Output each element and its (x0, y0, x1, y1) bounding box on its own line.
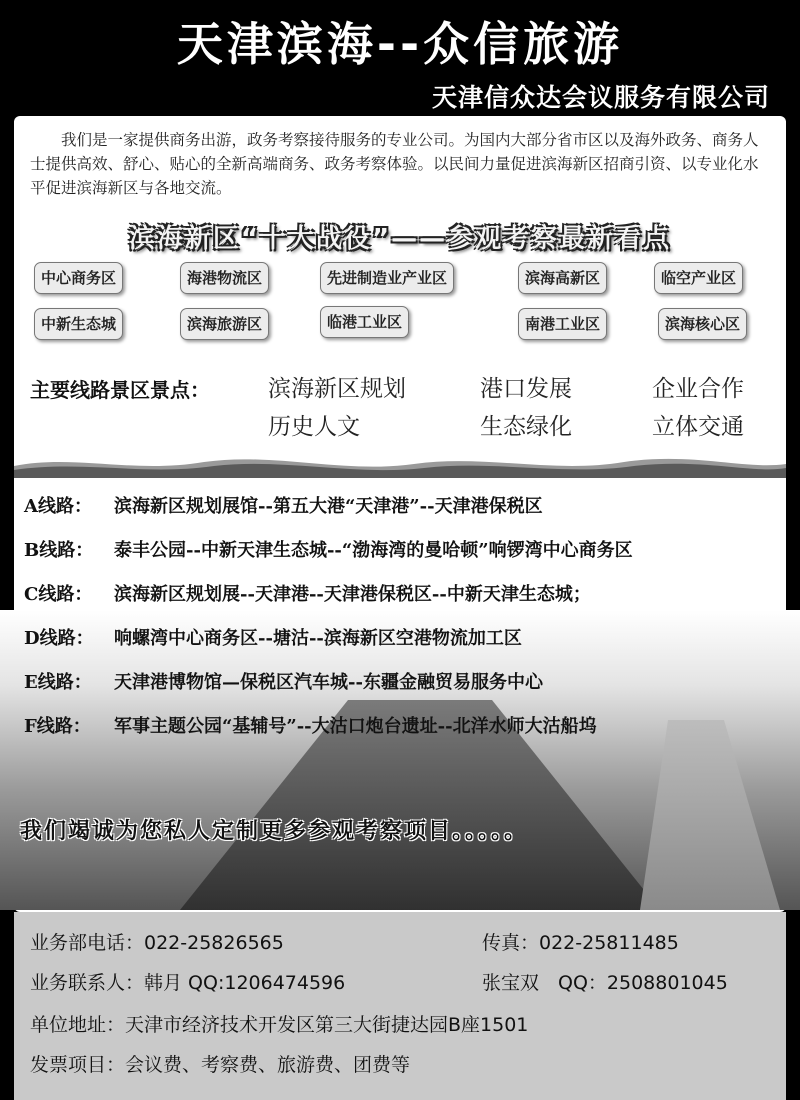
wave-divider (14, 452, 786, 478)
contact-person-2: 张宝双 QQ：2508801045 (482, 972, 728, 994)
zone-badge: 先进制造业产业区 (320, 262, 454, 294)
route-desc: 滨海新区规划展--天津港--天津港保税区--中新天津生态城； (114, 584, 591, 605)
attraction-item: 生态绿化 (480, 414, 572, 440)
route-desc: 天津港博物馆—保税区汽车城--东疆金融贸易服务中心 (114, 672, 543, 693)
attraction-item: 滨海新区规划 (268, 376, 406, 402)
zone-badge: 南港工业区 (518, 308, 607, 340)
intro-paragraph: 我们是一家提供商务出游，政务考察接待服务的专业公司。为国内大部分省市区以及海外政务、商务人士提供高效、舒心、贴心的全新高端商务、政务考察体验。以民间力量促进滨海新区招商引资、以专业化水平促进滨海新区与各地交流。 (30, 131, 759, 197)
route-line (24, 624, 522, 650)
route-desc: 响螺湾中心商务区--塘沽--滨海新区空港物流加工区 (114, 628, 522, 649)
route-name: D线路： (24, 628, 94, 649)
contact-address: 单位地址：天津市经济技术开发区第三大街捷达园B座1501 (30, 1014, 529, 1036)
route-name: B线路： (24, 540, 94, 561)
zone-badge: 滨海高新区 (518, 262, 607, 294)
attractions-label: 主要线路景区景点： (30, 378, 210, 402)
route-line (24, 580, 591, 606)
invoice-items: 发票项目：会议费、考察费、旅游费、团费等 (30, 1054, 411, 1076)
route-name: E线路： (24, 672, 92, 693)
attraction-item: 企业合作 (652, 376, 744, 402)
company-name: 天津信众达会议服务有限公司 (431, 83, 770, 112)
zone-badge: 临港工业区 (320, 306, 409, 338)
zone-badge: 临空产业区 (654, 262, 743, 294)
zone-badge: 中心商务区 (34, 262, 123, 294)
contact-person-1: 业务联系人：韩月 QQ:1206474596 (30, 972, 346, 994)
page-title: 天津滨海--众信旅游 (176, 17, 624, 71)
route-desc: 泰丰公园--中新天津生态城--“渤海湾的曼哈顿”响锣湾中心商务区 (114, 540, 633, 561)
route-name: A线路： (24, 496, 92, 517)
route-line (24, 492, 543, 518)
attraction-item: 立体交通 (652, 414, 744, 440)
zone-badge: 海港物流区 (180, 262, 269, 294)
section-title: 滨海新区“十大战役”——参观考察最新看点 (128, 224, 672, 254)
route-desc: 军事主题公园“基辅号”--大沽口炮台遗址--北洋水师大沽船坞 (114, 716, 597, 737)
contact-phone: 业务部电话：022-25826565 (30, 932, 284, 954)
contact-fax: 传真：022-25811485 (482, 932, 679, 954)
route-line (24, 712, 597, 738)
route-desc: 滨海新区规划展馆--第五大港“天津港”--天津港保税区 (114, 496, 543, 517)
route-name: C线路： (24, 584, 93, 605)
zone-badge: 滨海旅游区 (180, 308, 269, 340)
slogan: 我们竭诚为您私人定制更多参观考察项目。。。。。 (20, 819, 529, 844)
attraction-item: 港口发展 (480, 376, 572, 402)
zone-badge: 滨海核心区 (658, 308, 747, 340)
zone-badge: 中新生态城 (34, 308, 123, 340)
route-name: F线路： (24, 716, 91, 737)
attraction-item: 历史人文 (268, 414, 360, 440)
route-line (24, 536, 633, 562)
route-line (24, 668, 543, 694)
